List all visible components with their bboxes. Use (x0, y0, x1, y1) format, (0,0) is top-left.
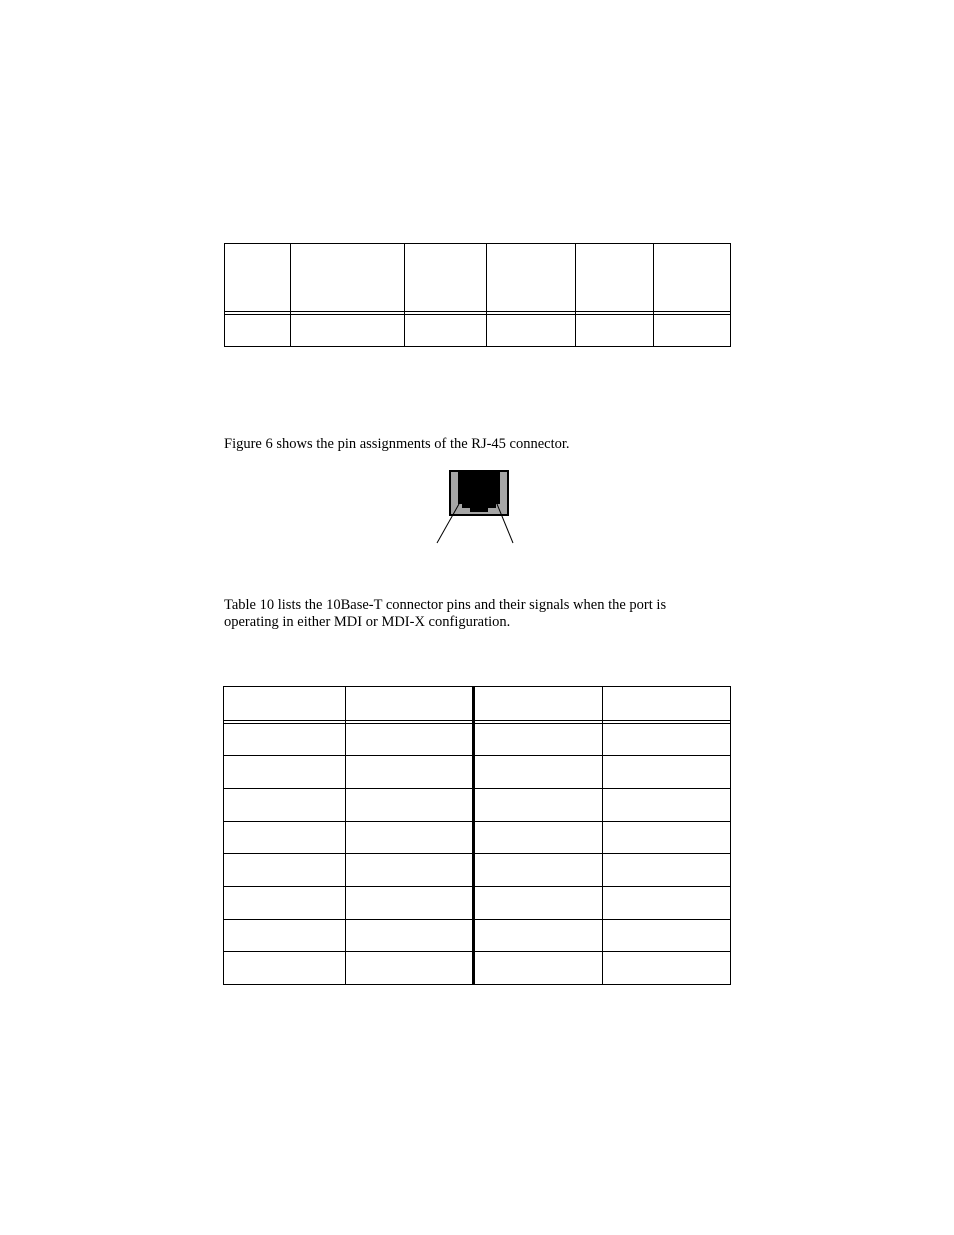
spec-table-column-divider (486, 244, 487, 346)
figure-intro-paragraph: Figure 6 shows the pin assignments of the RJ-45 connector. (224, 436, 570, 452)
spec-table-column-divider (290, 244, 291, 346)
table-intro-paragraph-line-1: Table 10 lists the 10Base-T connector pins and their signals when the port is (224, 597, 667, 613)
rj45-connector-figure (430, 468, 530, 548)
pin-table-header-rule (224, 720, 730, 721)
pin-table-column-divider (345, 687, 346, 984)
pin-table-row-divider (224, 919, 730, 920)
spec-table-header-rule (225, 311, 730, 312)
pin-leader-line-left (437, 504, 459, 543)
spec-table (224, 243, 731, 347)
pin-table-mdi-divider (472, 687, 475, 984)
table-intro-paragraph-line-2: operating in either MDI or MDI-X configuration. (224, 614, 511, 630)
pin-table-column-divider (602, 687, 603, 984)
pin-table-header-rule (224, 723, 730, 724)
spec-table-header-rule (225, 314, 730, 315)
pin-table-row-divider (224, 886, 730, 887)
connector-side-panel-right (500, 472, 507, 514)
pin-table-row-divider (224, 821, 730, 822)
spec-table-column-divider (653, 244, 654, 346)
pin-table-row-divider (224, 951, 730, 952)
pin-table-row-divider (224, 755, 730, 756)
rj45-connector-icon (430, 468, 530, 548)
pin-table (223, 686, 731, 985)
pin-table-row-divider (224, 853, 730, 854)
spec-table-column-divider (404, 244, 405, 346)
pin-table-row-divider (224, 788, 730, 789)
spec-table-column-divider (575, 244, 576, 346)
